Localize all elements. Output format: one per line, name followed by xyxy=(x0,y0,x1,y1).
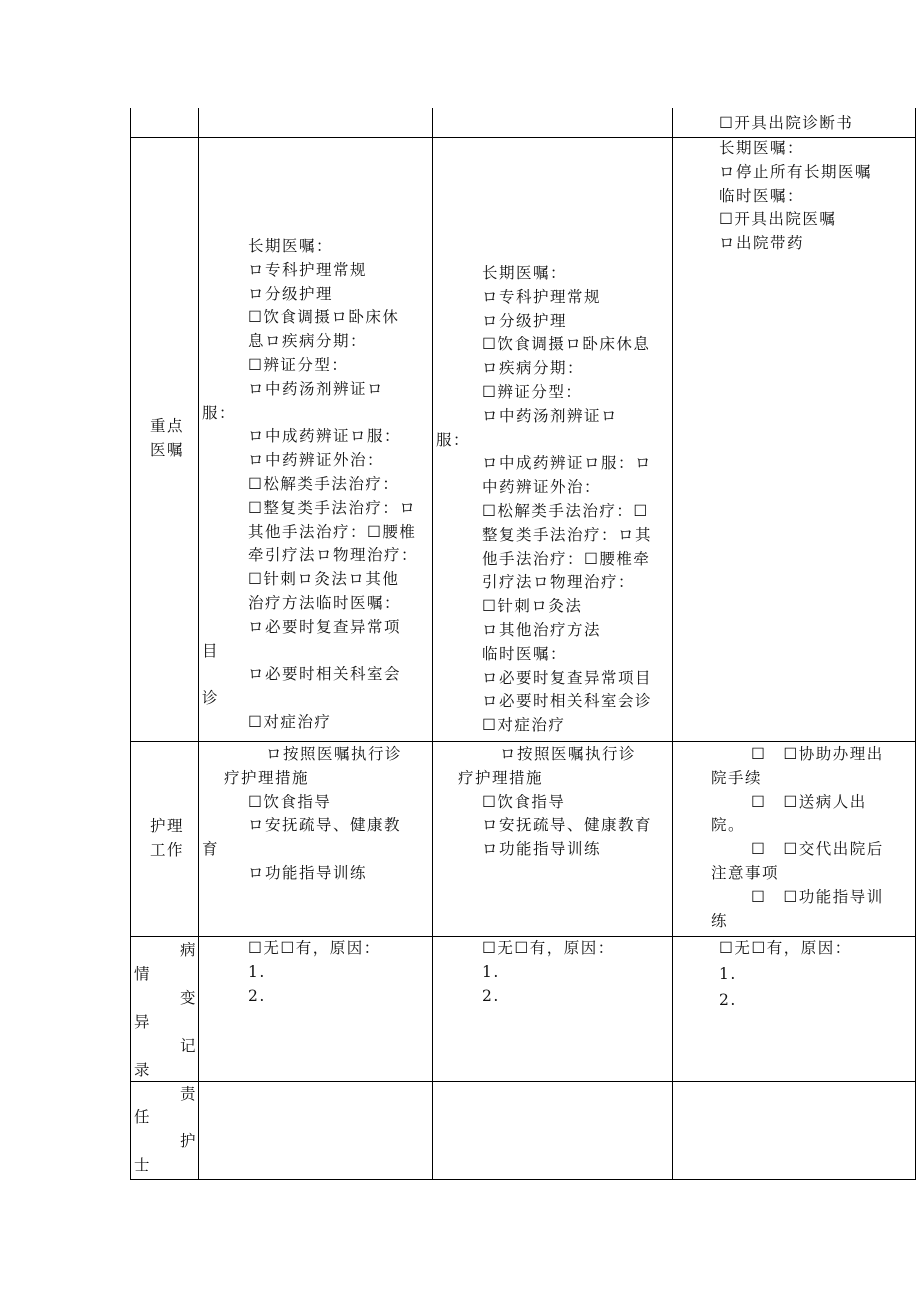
orders-line: 服： xyxy=(202,403,237,422)
orders-line: 他手法治疗：☐腰椎牵 xyxy=(482,549,651,568)
orders-line: ロ专科护理常规 xyxy=(248,260,368,279)
orders-line: ロ其他治疗方法 xyxy=(482,620,602,639)
nurse-label-char: 任 xyxy=(134,1108,152,1126)
orders-line: ロ中药汤剂辨证ロ xyxy=(248,379,385,398)
orders-line: ☐整复类手法治疗：ロ xyxy=(248,498,417,517)
orders-line: ☐松解类手法治疗： xyxy=(248,474,400,493)
orders-line: 长期医嘱： xyxy=(482,264,568,282)
orders-column-1 xyxy=(202,235,418,735)
nursing-line: ☐饮食指导 xyxy=(248,792,332,811)
orders-line: 中药辨证外治： xyxy=(482,478,602,497)
orders-line: 治疗方法临时医嘱： xyxy=(248,593,402,612)
variance-column-3 xyxy=(719,937,852,1012)
variance-line: 1. xyxy=(248,962,266,981)
orders-line: ロ疾病分期： xyxy=(482,359,585,378)
nursing-line: ロ功能指导训练 xyxy=(482,840,602,859)
orders-line: ロ分级护理 xyxy=(248,284,334,303)
nursing-line: 院。 xyxy=(711,816,746,835)
orders-line: 目 xyxy=(202,641,220,660)
nursing-line: ☐ ☐交代出院后 xyxy=(751,840,884,859)
column-divider xyxy=(432,108,433,1180)
nursing-work-label xyxy=(150,815,184,863)
table-border-right xyxy=(915,108,916,1180)
orders-line: ☐辨证分型： xyxy=(482,382,583,401)
orders-line: ☐开具出院医嘱 xyxy=(719,210,837,229)
nursing-column-2 xyxy=(436,743,652,862)
orders-line: 临时医嘱： xyxy=(482,644,568,663)
nursing-work-label-line: 工作 xyxy=(150,840,185,859)
nursing-line: ☐ ☐功能指导训 xyxy=(751,887,884,906)
table-border-bottom xyxy=(130,1179,916,1180)
orders-line: ロ中药汤剂辨证ロ xyxy=(482,406,619,425)
nursing-line: ロ按照医嘱执行诊 xyxy=(500,745,637,763)
variance-line: 1. xyxy=(482,962,500,981)
orders-line: ロ必要时复查异常项目 xyxy=(482,668,653,687)
table-border-left xyxy=(130,108,131,1180)
orders-line: ロ分级护理 xyxy=(482,311,568,330)
orders-line: 长期医嘱： xyxy=(248,237,334,255)
nursing-line: ロ按照医嘱执行诊 xyxy=(266,745,403,763)
key-orders-label-line: 医嘱 xyxy=(150,440,185,459)
orders-line: 诊 xyxy=(202,689,220,708)
nursing-line: 注意事项 xyxy=(711,863,780,882)
orders-line: ☐松解类手法治疗：☐ xyxy=(482,501,649,520)
nurse-label-char: 责 xyxy=(180,1085,198,1103)
orders-line: 息ロ疾病分期： xyxy=(248,332,368,351)
nurse-label-char: 士 xyxy=(134,1156,152,1174)
orders-line: 临时医嘱： xyxy=(719,186,805,205)
nursing-line: 练 xyxy=(711,911,729,930)
variance-label-char: 变 xyxy=(180,989,198,1007)
variance-line: 2. xyxy=(719,990,737,1009)
orders-line: ☐对症治疗 xyxy=(248,712,332,731)
variance-label-char: 录 xyxy=(134,1061,152,1079)
variance-column-1 xyxy=(248,937,381,1008)
nursing-line: ロ安抚疏导、健康教 xyxy=(248,816,402,835)
variance-column-2 xyxy=(482,937,615,1008)
orders-line: 引疗法ロ物理治疗： xyxy=(482,573,636,592)
variance-line: ☐无☐有，原因： xyxy=(248,939,381,957)
variance-label-char: 病 xyxy=(180,941,198,959)
orders-line: ロ必要时相关科室会 xyxy=(248,665,402,684)
variance-label-char: 记 xyxy=(180,1037,198,1055)
orders-line: ☐针刺ロ灸法ロ其他 xyxy=(248,570,400,589)
variance-line: 1. xyxy=(719,964,737,983)
orders-line: ロ专科护理常规 xyxy=(482,287,602,306)
discharge-diagnosis-item: ☐开具出院诊断书 xyxy=(719,114,854,132)
orders-line: ロ停止所有长期医嘱 xyxy=(719,162,873,181)
orders-column-2 xyxy=(436,262,652,738)
row-divider xyxy=(130,1081,916,1082)
nursing-line: 育 xyxy=(202,840,220,859)
orders-line: ☐饮食调摄ロ卧床休 xyxy=(248,308,400,327)
orders-line: 整复类手法治疗：ロ其 xyxy=(482,525,653,544)
nursing-line: ロ功能指导训练 xyxy=(248,863,368,882)
variance-line: 2. xyxy=(482,986,500,1005)
orders-line: ☐对症治疗 xyxy=(482,716,566,735)
orders-line: 服： xyxy=(436,430,471,449)
nursing-line: ☐ ☐送病人出 xyxy=(751,792,867,811)
orders-line: ロ中成药辨证ロ服： xyxy=(248,427,402,446)
nursing-line: ☐饮食指导 xyxy=(482,792,566,811)
orders-line: ロ必要时复查异常项 xyxy=(248,617,402,636)
key-orders-label-line: 重点 xyxy=(150,417,185,435)
nursing-column-1 xyxy=(202,743,402,886)
variance-label-char: 异 xyxy=(134,1013,152,1031)
nurse-label-char: 护 xyxy=(180,1132,198,1150)
orders-line: ☐饮食调摄ロ卧床休息 xyxy=(482,335,651,354)
nursing-work-label-line: 护理 xyxy=(150,817,185,835)
nursing-line: 疗护理措施 xyxy=(224,768,310,787)
variance-line: ☐无☐有，原因： xyxy=(719,939,852,957)
key-orders-label xyxy=(150,415,184,463)
nursing-line: ロ安抚疏导、健康教育 xyxy=(482,816,653,835)
nursing-line: ☐ ☐协助办理出 xyxy=(751,745,884,763)
orders-line: ロ中成药辨证ロ服：ロ xyxy=(482,454,653,473)
orders-line: ☐针刺ロ灸法 xyxy=(482,597,583,616)
orders-line: 长期医嘱： xyxy=(719,139,805,157)
nursing-line: 院手续 xyxy=(711,768,763,787)
orders-column-3 xyxy=(719,137,872,256)
column-divider xyxy=(198,108,199,1180)
column-divider xyxy=(672,108,673,1180)
orders-line: ☐辨证分型： xyxy=(248,355,349,374)
orders-line: ロ必要时相关科室会诊 xyxy=(482,692,653,711)
nursing-column-3 xyxy=(711,743,884,933)
orders-line: ロ中药辨证外治： xyxy=(248,451,385,470)
row-divider xyxy=(130,741,916,742)
nursing-line: 疗护理措施 xyxy=(458,768,544,787)
orders-line: ロ出院带药 xyxy=(719,234,805,253)
variance-line: ☐无☐有，原因： xyxy=(482,939,615,957)
variance-line: 2. xyxy=(248,986,266,1005)
orders-line: 其他手法治疗：☐腰椎 xyxy=(248,522,417,541)
variance-label-char: 情 xyxy=(134,965,152,983)
orders-line: 牵引疗法ロ物理治疗： xyxy=(248,546,419,565)
